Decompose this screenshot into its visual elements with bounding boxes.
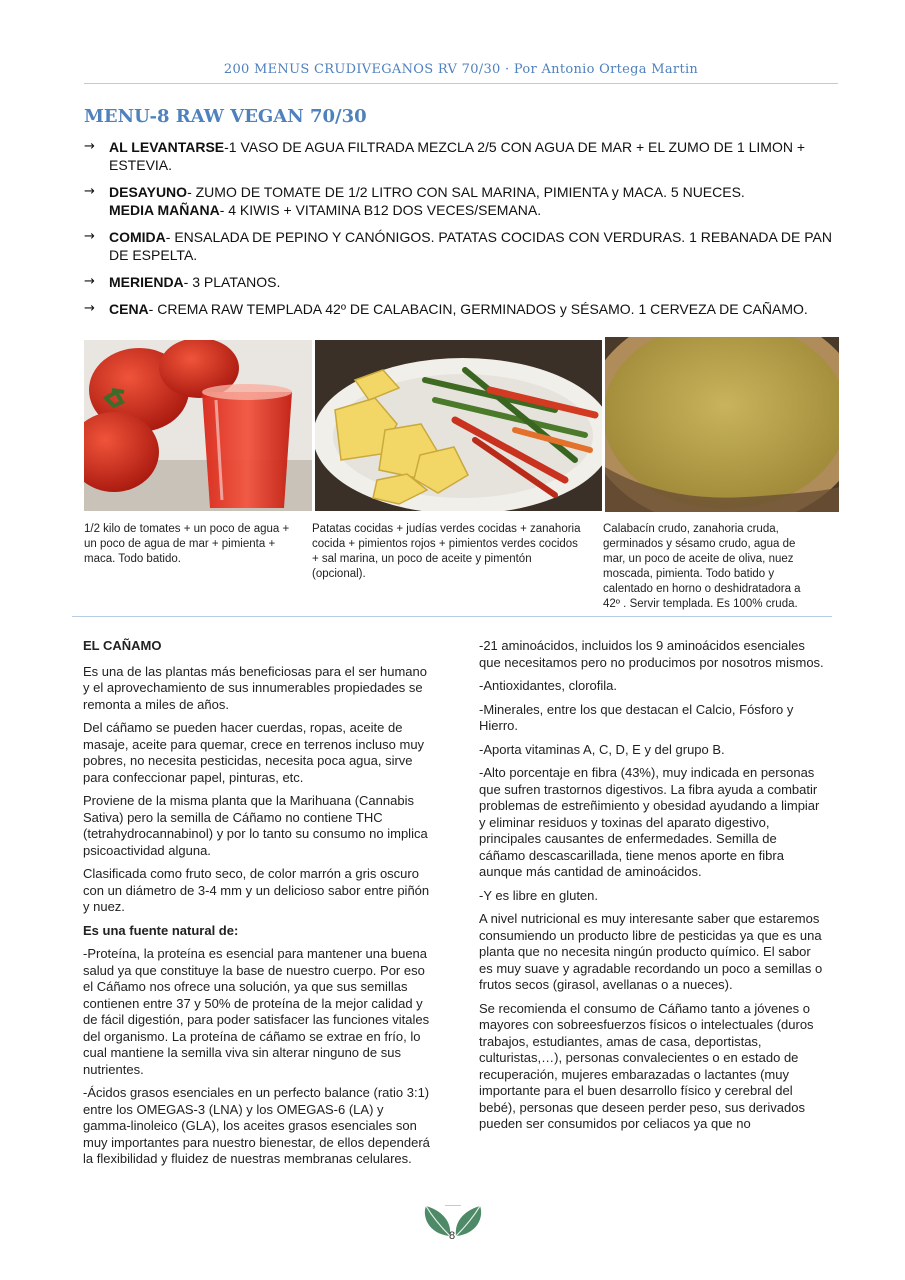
paragraph: Proviene de la misma planta que la Marihuana (Cannabis Sativa) pero la semilla de Cáñamo no contiene THC (tetrahydrocannabinol) y por lo tanto su consumo no implica psicoactividad alguna. bbox=[83, 793, 428, 858]
paragraph: -Aporta vitaminas A, C, D, E y del grupo B. bbox=[479, 741, 725, 757]
potatoes-caption: Patatas cocidas + judías verdes cocidas + zanahoria cocida + pimientos rojos + pimientos verdes cocidos + sal marina, un poco de aceite y pimentón (opcional). bbox=[312, 523, 581, 580]
arrow-icon: → bbox=[84, 301, 95, 316]
menu-item-cena bbox=[84, 300, 844, 318]
paragraph: -Proteína, la proteína es esencial para mantener una buena salud ya que constituye la base de nuestro cuerpo. Por eso el Cáñamo nos ofrece una solución, ya que sus semillas contienen entre 37 y 50% de proteína de la mejor calidad y de fácil digestión, para poder satisfacer las funciones vitales del organismo. La proteína de cáñamo se extrae en frío, lo cual mantiene la semilla viva sin alterar ninguno de sus nutrientes. bbox=[83, 946, 430, 1077]
page-number: 8 bbox=[448, 1230, 456, 1242]
paragraph: -Ácidos grasos esenciales en un perfecto balance (ratio 3:1) entre los OMEGAS-3 (LNA) y los OMEGAS-6 (LA) y gamma-linoleico (GLA), los aceites grasos esenciales son muy importantes para nuestro bienestar, de ellos dependerá la flexibilidad y fluidez de nuestras membranas celulares. bbox=[83, 1085, 430, 1166]
paragraph: -Minerales, entre los que destacan el Calcio, Fósforo y Hierro. bbox=[479, 701, 794, 733]
menu-item-text: - CREMA RAW TEMPLADA 42º DE CALABACIN, GERMINADOS y SÉSAMO. 1 CERVEZA DE CAÑAMO. bbox=[148, 301, 808, 317]
menu-item-al-levantarse bbox=[84, 138, 844, 174]
menu-item-label: COMIDA bbox=[109, 229, 166, 245]
paragraph: Del cáñamo se pueden hacer cuerdas, ropas, aceite de masaje, aceite para quemar, crece en terrenos incluso muy pobres, no necesita pesticidas, necesita poca agua, sirve para confeccionar papel, pinturas, etc. bbox=[83, 720, 425, 785]
arrow-icon: → bbox=[84, 274, 95, 289]
menu-item-label: AL LEVANTARSE bbox=[109, 139, 225, 155]
raw-cream-photo bbox=[605, 337, 839, 512]
arrow-icon: → bbox=[84, 229, 95, 244]
menu-item-text: - ENSALADA DE PEPINO Y CANÓNIGOS. PATATAS COCIDAS CON VERDURAS. 1 REBANADA DE PAN DE ESPELTA. bbox=[109, 229, 832, 263]
menu-item-text: - 3 PLATANOS. bbox=[183, 274, 281, 290]
potatoes-vegetables-photo bbox=[315, 340, 602, 511]
paragraph: -Alto porcentaje en fibra (43%), muy indicada en personas que sufren trastornos digestivos. La fibra ayuda a combatir problemas de estreñimiento y obesidad ayudando a limpiar y eliminar residuos y toxinas del aparato digestivo, principales causantes de enfermedades. Semilla de cáñamo descascarillada, tiene menos aporte en fibra aunque más cantidad de aminoácidos. bbox=[479, 765, 820, 879]
arrow-icon: → bbox=[84, 139, 95, 154]
menu-item-label: CENA bbox=[109, 301, 149, 317]
paragraph: Clasificada como fruto seco, de color marrón a gris oscuro con un diámetro de 3-4 mm y un delicioso sabor entre piñón y nuez. bbox=[83, 866, 430, 914]
section-divider bbox=[72, 616, 832, 617]
raw-cream-caption: Calabacín crudo, zanahoria cruda, germinados y sésamo crudo, agua de mar, un poco de aceite de oliva, nuez moscada, pimienta. Todo batido y calentado en horno o deshidratadora a 42º . Servir templada. Es 100% cruda. bbox=[603, 523, 801, 610]
menu-title: MENU-8 RAW VEGAN 70/30 bbox=[84, 106, 367, 127]
paragraph: -21 aminoácidos, incluidos los 9 aminoácidos esenciales que necesitamos pero no producimos por nosotros mismos. bbox=[479, 638, 824, 670]
paragraph: Se recomienda el consumo de Cáñamo tanto a jóvenes o mayores con sobreesfuerzos físicos o intelectuales (duros trabajos, estudiantes, amas de casa, deportistas, culturistas,…), personas convalecientes o en estado de recuperación, mujeres embarazadas o lactantes (muy importante para el buen desarrollo físico y cerebral del bebé), personas que deseen perder peso, sus derivados pueden ser consumidos por celiacos ya que no bbox=[479, 1000, 814, 1131]
article-subheading: Es una fuente natural de: bbox=[83, 922, 239, 938]
menu-item-text: - ZUMO DE TOMATE DE 1/2 LITRO CON SAL MARINA, PIMIENTA y MACA. 5 NUECES. bbox=[187, 184, 745, 200]
running-header: 200 MENUS CRUDIVEGANOS RV 70/30 · Por Antonio Ortega Martin bbox=[84, 62, 838, 84]
paragraph: -Y es libre en gluten. bbox=[479, 887, 598, 903]
menu-item-text: - 4 KIWIS + VITAMINA B12 DOS VECES/SEMANA. bbox=[219, 202, 542, 218]
menu-item-label: MEDIA MAÑANA bbox=[109, 202, 220, 218]
tomato-juice-photo bbox=[84, 340, 312, 511]
menu-item-text: -1 VASO DE AGUA FILTRADA MEZCLA 2/5 CON AGUA DE MAR + EL ZUMO DE 1 LIMON + ESTEVIA. bbox=[109, 139, 806, 173]
menu-item-label: DESAYUNO bbox=[109, 184, 188, 200]
menu-item-desayuno bbox=[84, 183, 844, 219]
paragraph: A nivel nutricional es muy interesante saber que estaremos consumiendo un producto libre de pesticidas ya que es una planta que no necesita ningún producto químico. El sabor es muy suave y agradable recordando un poco a semillas o frutos secos (girasol, avellanas o a nueces). bbox=[479, 911, 823, 992]
article-left-column bbox=[83, 638, 433, 1175]
article-heading: EL CAÑAMO bbox=[83, 638, 162, 653]
arrow-icon: → bbox=[84, 184, 95, 199]
paragraph: Es una de las plantas más beneficiosas para el ser humano y el aprovechamiento de sus innumerables propiedades se remonta a miles de años. bbox=[83, 663, 427, 712]
article-right-column bbox=[479, 638, 825, 1140]
menu-list bbox=[84, 138, 844, 327]
tomato-juice-caption: 1/2 kilo de tomates + un poco de agua + un poco de agua de mar + pimienta + maca. Todo batido. bbox=[84, 523, 290, 565]
menu-item-comida bbox=[84, 228, 844, 264]
menu-item-merienda bbox=[84, 273, 844, 291]
menu-item-label: MERIENDA bbox=[109, 274, 184, 290]
paragraph: -Antioxidantes, clorofila. bbox=[479, 678, 618, 693]
